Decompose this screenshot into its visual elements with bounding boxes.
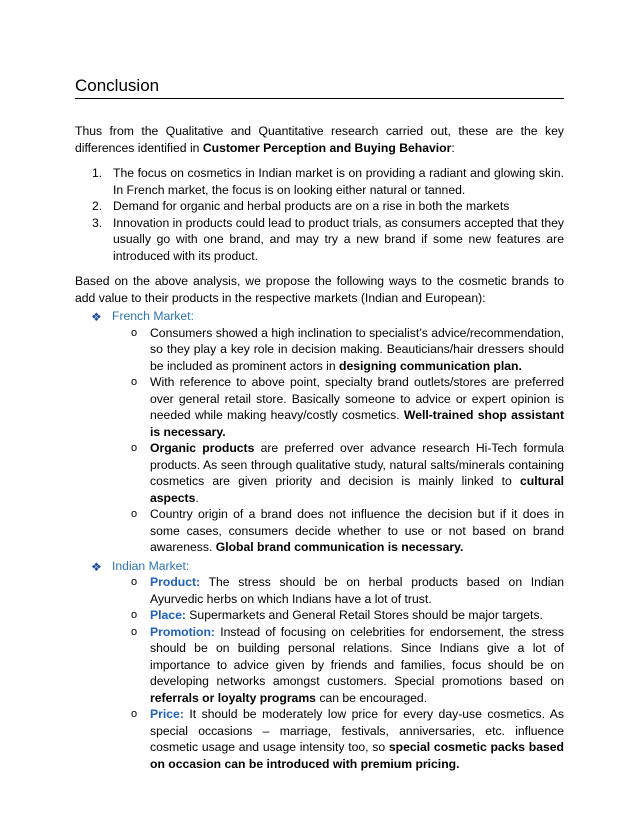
- list-item: o Price: It should be moderately low price for every day-use cosmetics. As special occasions – marriage, festivals, anniversaries, etc. influence cosmetic usage and usage intensity too, so special cosmetic packs based on occasion can be introduced with premium pricing.: [131, 707, 564, 771]
- indian-market-section: [75, 558, 564, 575]
- list-item: o Promotion: Instead of focusing on celebrities for endorsement, the stress should be on building personal relations. Since Indians give a lot of importance to advice given by friends and families, focus should be on developing networks amongst customers. Special promotions based on referrals or loyalty programs can be encouraged.: [131, 624, 564, 705]
- list-item: o Place: Supermarkets and General Retail Stores should be major targets.: [131, 608, 543, 622]
- diamond-bullet-icon: ❖: [91, 310, 102, 324]
- french-market-list: [75, 325, 564, 556]
- circle-bullet-icon: o: [131, 609, 138, 621]
- title-underline: [75, 98, 564, 99]
- document-body: [75, 123, 564, 772]
- circle-bullet-icon: o: [131, 625, 138, 638]
- circle-bullet-icon: o: [131, 326, 138, 339]
- circle-bullet-icon: o: [131, 576, 138, 588]
- circle-bullet-icon: o: [131, 376, 138, 388]
- french-market-section: [75, 308, 564, 325]
- circle-bullet-icon: o: [131, 708, 138, 720]
- intro-paragraph: Thus from the Qualitative and Quantitative research carried out, these are the key differences identified in Customer Perception and Buying Behavior:: [75, 124, 564, 155]
- list-item: 3. Innovation in products could lead to product trials, as consumers accepted that they usually go with one brand, and may try a new brand if some new features are introduced with its product.: [92, 215, 564, 263]
- list-item: o Country origin of a brand does not influence the decision but if it does in some cases, consumers decide whether to use or not based on brand awareness. Global brand communication is necessary.: [131, 507, 564, 554]
- diamond-bullet-icon: ❖: [91, 559, 102, 574]
- intro-bold: Customer Perception and Buying Behavior: [202, 140, 452, 155]
- circle-bullet-icon: o: [131, 508, 138, 520]
- indian-market-label: Indian Market:: [112, 558, 190, 573]
- page-title: Conclusion: [75, 76, 160, 95]
- indian-market-list: [75, 574, 564, 772]
- list-item: 2. Demand for organic and herbal products are on a rise in both the markets: [92, 199, 510, 213]
- analysis-paragraph: Based on the above analysis, we propose the following ways to the cosmetic brands to add value to their products in the respective markets (Indian and European):: [75, 274, 564, 305]
- circle-bullet-icon: o: [131, 442, 138, 454]
- list-item: 1. The focus on cosmetics in Indian market is on providing a radiant and glowing skin. In French market, the focus is on looking either natural or tanned.: [92, 166, 564, 197]
- differences-list: [75, 165, 564, 264]
- french-market-label: French Market:: [112, 309, 194, 323]
- list-item: o Consumers showed a high inclination to specialist’s advice/recommendation, so they play a key role in decision making. Beauticians/hair dressers should be included as prominent actors in designing communication plan.: [131, 325, 564, 373]
- list-item: o Organic products are preferred over advance research Hi-Tech formula products. As seen through qualitative study, natural salts/minerals containing cosmetics are given priority and decision is mainly linked to cultural aspects.: [131, 441, 564, 505]
- list-item: o With reference to above point, specialty brand outlets/stores are preferred over general retail store. Basically someone to advice or expert opinion is needed while making heavy/costly cosmetics. Well-trained shop assistant is necessary.: [131, 375, 564, 439]
- list-item: o Product: The stress should be on herbal products based on Indian Ayurvedic herbs on which Indians have a lot of trust.: [131, 575, 564, 606]
